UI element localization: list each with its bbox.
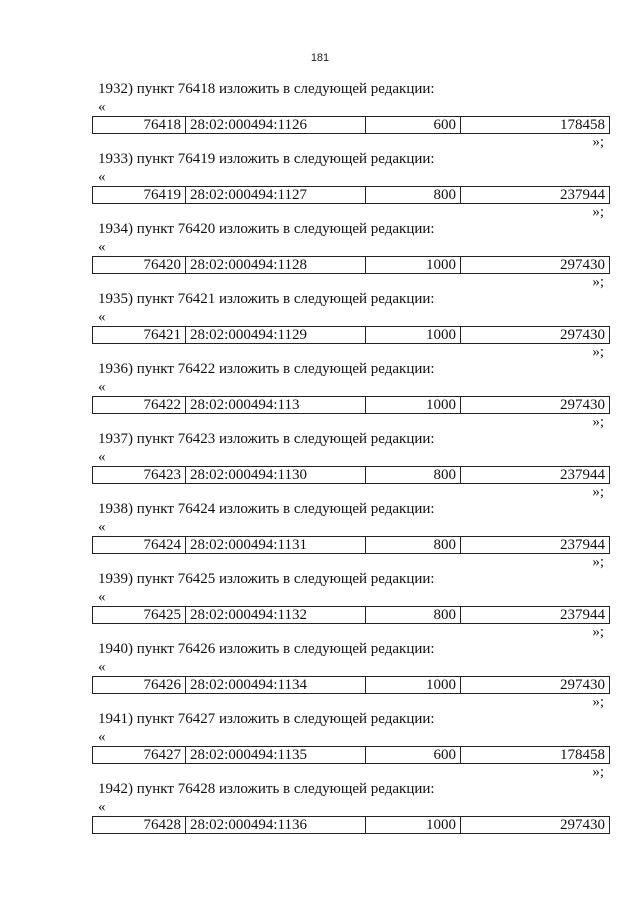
amendment-entry (92, 500, 610, 570)
closing-quote: »; (592, 694, 604, 710)
table-row (92, 466, 610, 484)
amendment-heading: 1942) пункт 76428 изложить в следующей редакции: (98, 781, 435, 797)
amendment-entry (92, 570, 610, 640)
amendment-heading: 1940) пункт 76426 изложить в следующей редакции: (98, 641, 435, 657)
cadastral-number-cell: 28:02:000494:1134 (186, 677, 366, 693)
amendment-heading: 1937) пункт 76423 изложить в следующей редакции: (98, 431, 435, 447)
opening-quote: « (98, 659, 106, 675)
item-number-cell: 76423 (93, 467, 186, 483)
table-row (92, 116, 610, 134)
closing-quote: »; (592, 274, 604, 290)
opening-quote: « (98, 309, 106, 325)
amendment-entry (92, 80, 610, 150)
value-cell: 297430 (560, 327, 605, 343)
item-number-cell: 76425 (93, 607, 186, 623)
opening-quote: « (98, 799, 106, 815)
area-cell: 1000 (366, 257, 461, 273)
cadastral-number-cell: 28:02:000494:113 (186, 397, 366, 413)
opening-quote: « (98, 519, 106, 535)
amendment-entry (92, 430, 610, 500)
opening-quote: « (98, 449, 106, 465)
table-row (92, 816, 610, 834)
amendment-entry (92, 710, 610, 780)
value-cell: 237944 (560, 187, 605, 203)
cadastral-number-cell: 28:02:000494:1131 (186, 537, 366, 553)
cadastral-number-cell: 28:02:000494:1126 (186, 117, 366, 133)
cadastral-number-cell: 28:02:000494:1128 (186, 257, 366, 273)
amendment-heading: 1936) пункт 76422 изложить в следующей редакции: (98, 361, 435, 377)
closing-quote: »; (592, 554, 604, 570)
area-cell: 1000 (366, 397, 461, 413)
closing-quote: »; (592, 134, 604, 150)
value-cell: 297430 (560, 257, 605, 273)
item-number-cell: 76426 (93, 677, 186, 693)
value-cell: 178458 (560, 747, 605, 763)
cadastral-number-cell: 28:02:000494:1136 (186, 817, 366, 833)
opening-quote: « (98, 379, 106, 395)
value-cell: 237944 (560, 607, 605, 623)
area-cell: 800 (366, 607, 461, 623)
amendment-entry (92, 780, 610, 850)
amendment-entry (92, 640, 610, 710)
item-number-cell: 76427 (93, 747, 186, 763)
value-cell: 178458 (560, 117, 605, 133)
area-cell: 1000 (366, 677, 461, 693)
table-row (92, 186, 610, 204)
item-number-cell: 76420 (93, 257, 186, 273)
opening-quote: « (98, 169, 106, 185)
item-number-cell: 76419 (93, 187, 186, 203)
amendment-heading: 1934) пункт 76420 изложить в следующей редакции: (98, 221, 435, 237)
closing-quote: »; (592, 204, 604, 220)
table-row (92, 256, 610, 274)
value-cell: 297430 (560, 397, 605, 413)
amendment-heading: 1941) пункт 76427 изложить в следующей редакции: (98, 711, 435, 727)
amendment-entry (92, 150, 610, 220)
table-row (92, 536, 610, 554)
cadastral-number-cell: 28:02:000494:1135 (186, 747, 366, 763)
table-row (92, 676, 610, 694)
closing-quote: »; (592, 344, 604, 360)
table-row (92, 746, 610, 764)
area-cell: 800 (366, 467, 461, 483)
area-cell: 600 (366, 117, 461, 133)
opening-quote: « (98, 99, 106, 115)
item-number-cell: 76424 (93, 537, 186, 553)
closing-quote: »; (592, 414, 604, 430)
area-cell: 800 (366, 537, 461, 553)
closing-quote: »; (592, 624, 604, 640)
cadastral-number-cell: 28:02:000494:1127 (186, 187, 366, 203)
table-row (92, 396, 610, 414)
amendment-entry (92, 290, 610, 360)
value-cell: 297430 (560, 817, 605, 833)
value-cell: 237944 (560, 467, 605, 483)
amendment-entry (92, 220, 610, 290)
page-number: 181 (310, 52, 330, 64)
area-cell: 1000 (366, 817, 461, 833)
area-cell: 800 (366, 187, 461, 203)
closing-quote: »; (592, 764, 604, 780)
amendment-heading: 1938) пункт 76424 изложить в следующей редакции: (98, 501, 435, 517)
amendment-heading: 1939) пункт 76425 изложить в следующей редакции: (98, 571, 435, 587)
value-cell: 237944 (560, 537, 605, 553)
cadastral-number-cell: 28:02:000494:1132 (186, 607, 366, 623)
closing-quote: »; (592, 484, 604, 500)
item-number-cell: 76422 (93, 397, 186, 413)
cadastral-number-cell: 28:02:000494:1130 (186, 467, 366, 483)
value-cell: 297430 (560, 677, 605, 693)
area-cell: 1000 (366, 327, 461, 343)
table-row (92, 326, 610, 344)
amendment-list (92, 80, 610, 850)
amendment-heading: 1932) пункт 76418 изложить в следующей редакции: (98, 81, 435, 97)
item-number-cell: 76421 (93, 327, 186, 343)
amendment-entry (92, 360, 610, 430)
table-row (92, 606, 610, 624)
amendment-heading: 1935) пункт 76421 изложить в следующей редакции: (98, 291, 435, 307)
opening-quote: « (98, 239, 106, 255)
cadastral-number-cell: 28:02:000494:1129 (186, 327, 366, 343)
item-number-cell: 76418 (93, 117, 186, 133)
opening-quote: « (98, 729, 106, 745)
amendment-heading: 1933) пункт 76419 изложить в следующей редакции: (98, 151, 435, 167)
opening-quote: « (98, 589, 106, 605)
area-cell: 600 (366, 747, 461, 763)
item-number-cell: 76428 (93, 817, 186, 833)
